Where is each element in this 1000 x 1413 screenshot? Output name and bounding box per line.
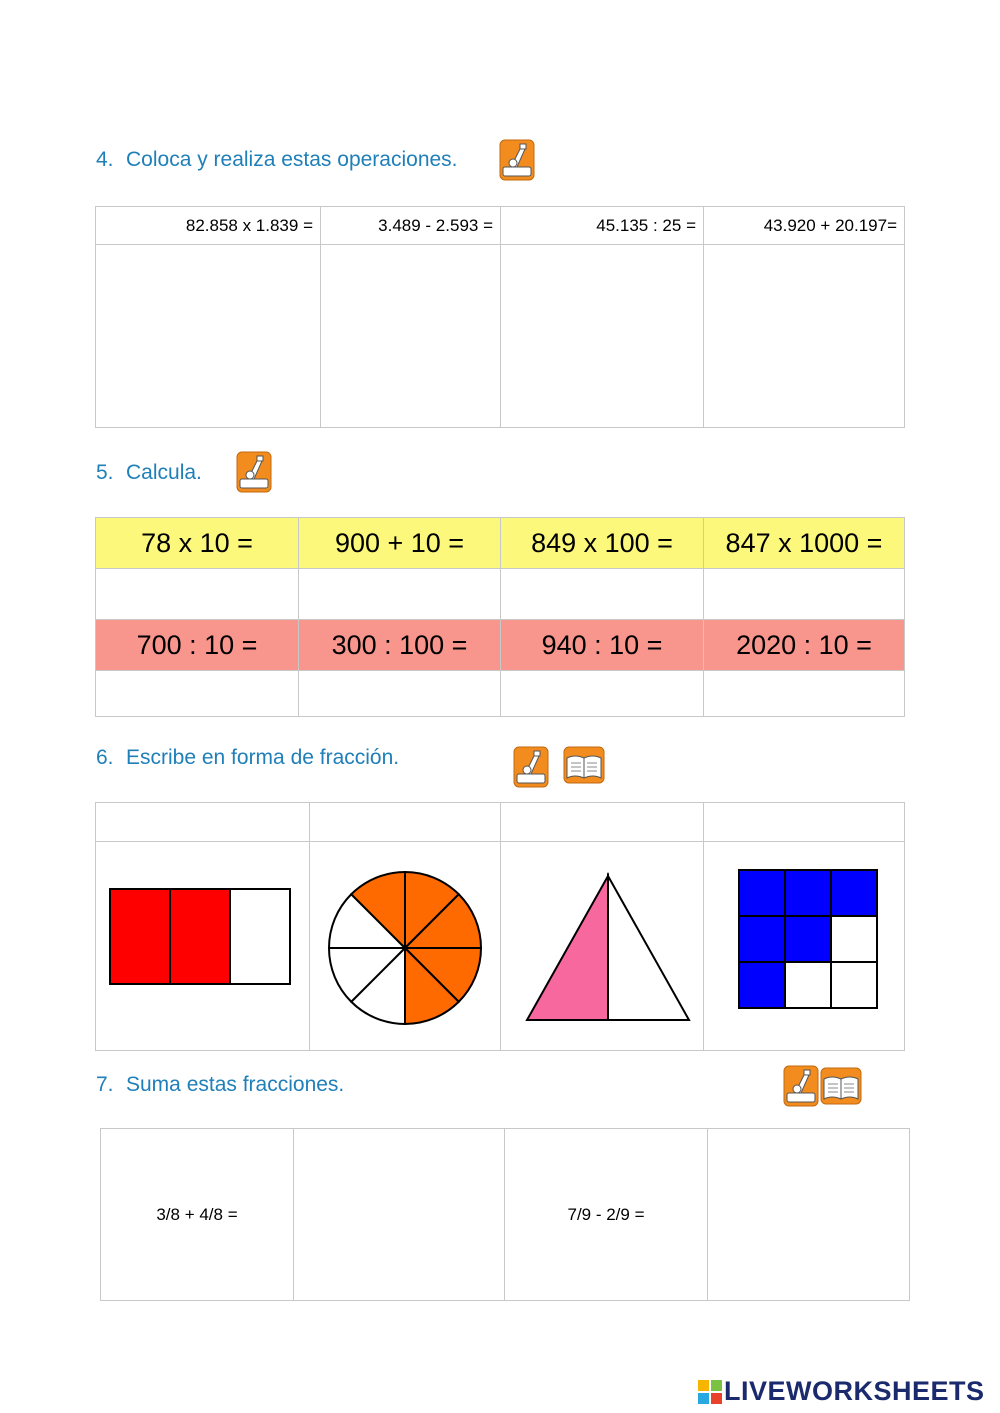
answer-field[interactable] xyxy=(704,671,905,717)
calculation-cell: 847 x 1000 = xyxy=(704,518,905,569)
microscope-icon xyxy=(783,1065,819,1107)
answer-field[interactable] xyxy=(96,569,299,620)
answer-area[interactable] xyxy=(321,245,501,428)
logo-mark-icon xyxy=(698,1380,722,1404)
calculation-cell: 849 x 100 = xyxy=(501,518,704,569)
shaded-cell xyxy=(739,870,785,916)
liveworksheets-logo xyxy=(698,1376,985,1407)
calculation-cell: 78 x 10 = xyxy=(96,518,299,569)
fraction-answer-field[interactable] xyxy=(96,803,310,842)
calculation-cell: 900 + 10 = xyxy=(299,518,501,569)
triangle-fraction-figure xyxy=(501,842,704,1050)
unshaded-cell xyxy=(831,962,877,1008)
shaded-cell xyxy=(739,962,785,1008)
shaded-part xyxy=(170,889,230,984)
shaded-part xyxy=(527,876,608,1020)
fraction-answer-field[interactable] xyxy=(310,803,501,842)
operation-cell: 3.489 - 2.593 = xyxy=(321,207,501,245)
book-icon xyxy=(563,746,605,784)
grid-fraction-figure xyxy=(704,842,905,1050)
fraction-sum-table xyxy=(100,1128,910,1301)
shaded-cell xyxy=(831,870,877,916)
operation-cell: 45.135 : 25 = xyxy=(501,207,704,245)
figure-cell xyxy=(310,842,501,1051)
calculation-cell: 300 : 100 = xyxy=(299,620,501,671)
answer-area[interactable] xyxy=(294,1129,505,1301)
calculation-cell: 2020 : 10 = xyxy=(704,620,905,671)
shaded-cell xyxy=(739,916,785,962)
figure-cell xyxy=(501,842,704,1051)
figure-cell xyxy=(704,842,905,1051)
answer-field[interactable] xyxy=(501,569,704,620)
calculation-cell: 940 : 10 = xyxy=(501,620,704,671)
answer-field[interactable] xyxy=(501,671,704,717)
section-number: 4. xyxy=(96,148,114,171)
fraction-answer-field[interactable] xyxy=(501,803,704,842)
section-5-heading xyxy=(96,461,202,485)
calculation-cell: 700 : 10 = xyxy=(96,620,299,671)
shaded-cell xyxy=(785,916,831,962)
answer-area[interactable] xyxy=(708,1129,910,1301)
section-title: Coloca y realiza estas operaciones. xyxy=(126,148,458,171)
microscope-icon xyxy=(499,139,535,181)
unshaded-part xyxy=(608,876,689,1020)
shaded-cell xyxy=(785,870,831,916)
answer-field[interactable] xyxy=(96,671,299,717)
answer-field[interactable] xyxy=(299,569,501,620)
answer-field[interactable] xyxy=(299,671,501,717)
section-title: Suma estas fracciones. xyxy=(126,1073,345,1096)
fraction-answer-field[interactable] xyxy=(704,803,905,842)
calculation-table xyxy=(95,517,905,717)
rectangle-fraction-figure xyxy=(96,842,310,1050)
shaded-part xyxy=(110,889,170,984)
section-6-heading xyxy=(96,746,399,770)
answer-field[interactable] xyxy=(704,569,905,620)
operation-cell: 82.858 x 1.839 = xyxy=(96,207,321,245)
book-icon xyxy=(820,1067,862,1105)
answer-area[interactable] xyxy=(501,245,704,428)
fraction-operation-cell: 7/9 - 2/9 = xyxy=(505,1129,708,1301)
answer-area[interactable] xyxy=(96,245,321,428)
unshaded-cell xyxy=(785,962,831,1008)
section-7-heading xyxy=(96,1073,344,1097)
section-title: Escribe en forma de fracción. xyxy=(126,746,400,769)
logo-text: LIVEWORKSHEETS xyxy=(724,1376,985,1406)
operations-table xyxy=(95,206,905,428)
circle-fraction-figure xyxy=(310,842,501,1050)
section-number: 6. xyxy=(96,746,114,769)
section-title: Calcula. xyxy=(126,461,202,484)
answer-area[interactable] xyxy=(704,245,905,428)
section-4-heading xyxy=(96,148,458,172)
fraction-operation-cell: 3/8 + 4/8 = xyxy=(101,1129,294,1301)
unshaded-cell xyxy=(831,916,877,962)
section-number: 7. xyxy=(96,1073,114,1096)
fraction-table xyxy=(95,802,905,1051)
operation-cell: 43.920 + 20.197= xyxy=(704,207,905,245)
section-number: 5. xyxy=(96,461,114,484)
microscope-icon xyxy=(513,746,549,788)
microscope-icon xyxy=(236,451,272,493)
figure-cell xyxy=(96,842,310,1051)
unshaded-part xyxy=(230,889,290,984)
